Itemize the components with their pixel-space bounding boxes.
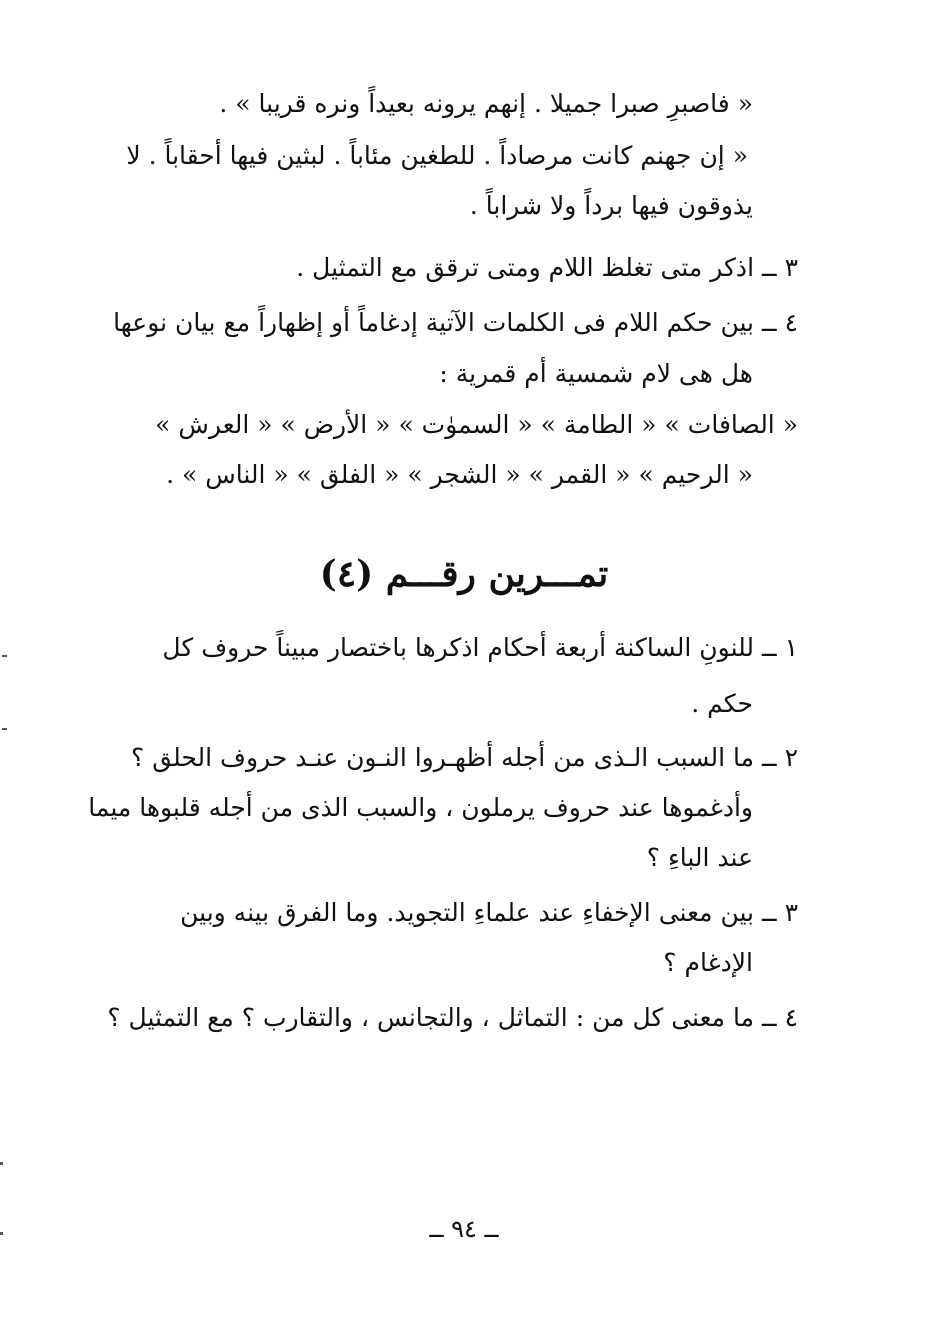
quran-quote-2-line-2: يذوقون فيها برداً ولا شراباً . [469,191,753,220]
question-4-line-1: ٤ ــ بين حكم اللام فى الكلمات الآتية إدغاماً أو إظهاراً مع بيان نوعها [113,308,798,337]
exercise-4-q1-line-2: حكم . [691,689,753,718]
scan-margin-mark [0,1232,3,1235]
page-number: ــ ٩٤ ــ [429,1215,499,1243]
question-4-line-2: هل هى لام شمسية أم قمرية : [439,359,753,388]
exercise-4-q2-line-2: وأدغموها عند حروف يرملون ، والسبب الذى من أجله قلبوها ميما [88,793,753,822]
example-words-line-1: « الصافات » « الطامة » « السموٰت » « الأرض » « العرش » [155,410,798,439]
exercise-4-q4-line-1: ٤ ــ ما معنى كل من : التماثل ، والتجانس ، والتقارب ؟ مع التمثيل ؟ [107,1003,798,1032]
quran-quote-1: « فاصبرِ صبرا جميلا . إنهم يرونه بعيداً ونره قريبا » . [219,89,753,118]
exercise-4-q3-line-1: ٣ ــ بين معنى الإخفاءِ عند علماءِ التجويد. وما الفرق بينه وبين [180,898,798,927]
exercise-4-q1-line-1: ١ ــ للنونِ الساكنة أربعة أحكام اذكرها باختصار مبيناً حروف كل [162,633,798,662]
scan-margin-mark [2,655,7,657]
quran-quote-2-line-1: « إن جهنم كانت مرصاداً . للطغين مئاباً . لبثين فيها أحقاباً . لا [126,141,748,170]
scan-margin-mark [0,1162,3,1165]
scan-margin-mark [2,728,7,730]
exercise-4-q2-line-3: عند الباءِ ؟ [646,843,753,872]
exercise-4-q3-line-2: الإدغام ؟ [663,948,753,977]
example-words-line-2: « الرحيم » « القمر » « الشجر » « الفلق » « الناس » . [166,460,753,489]
exercise-4-q2-line-1: ٢ ــ ما السبب الـذى من أجله أظهـروا النـون عنـد حروف الحلق ؟ [131,743,798,772]
question-3-lam: ٣ ــ اذكر متى تغلظ اللام ومتى ترقق مع التمثيل . [296,253,798,282]
exercise-heading: تمـــرين رقـــم (٤) [319,553,609,595]
